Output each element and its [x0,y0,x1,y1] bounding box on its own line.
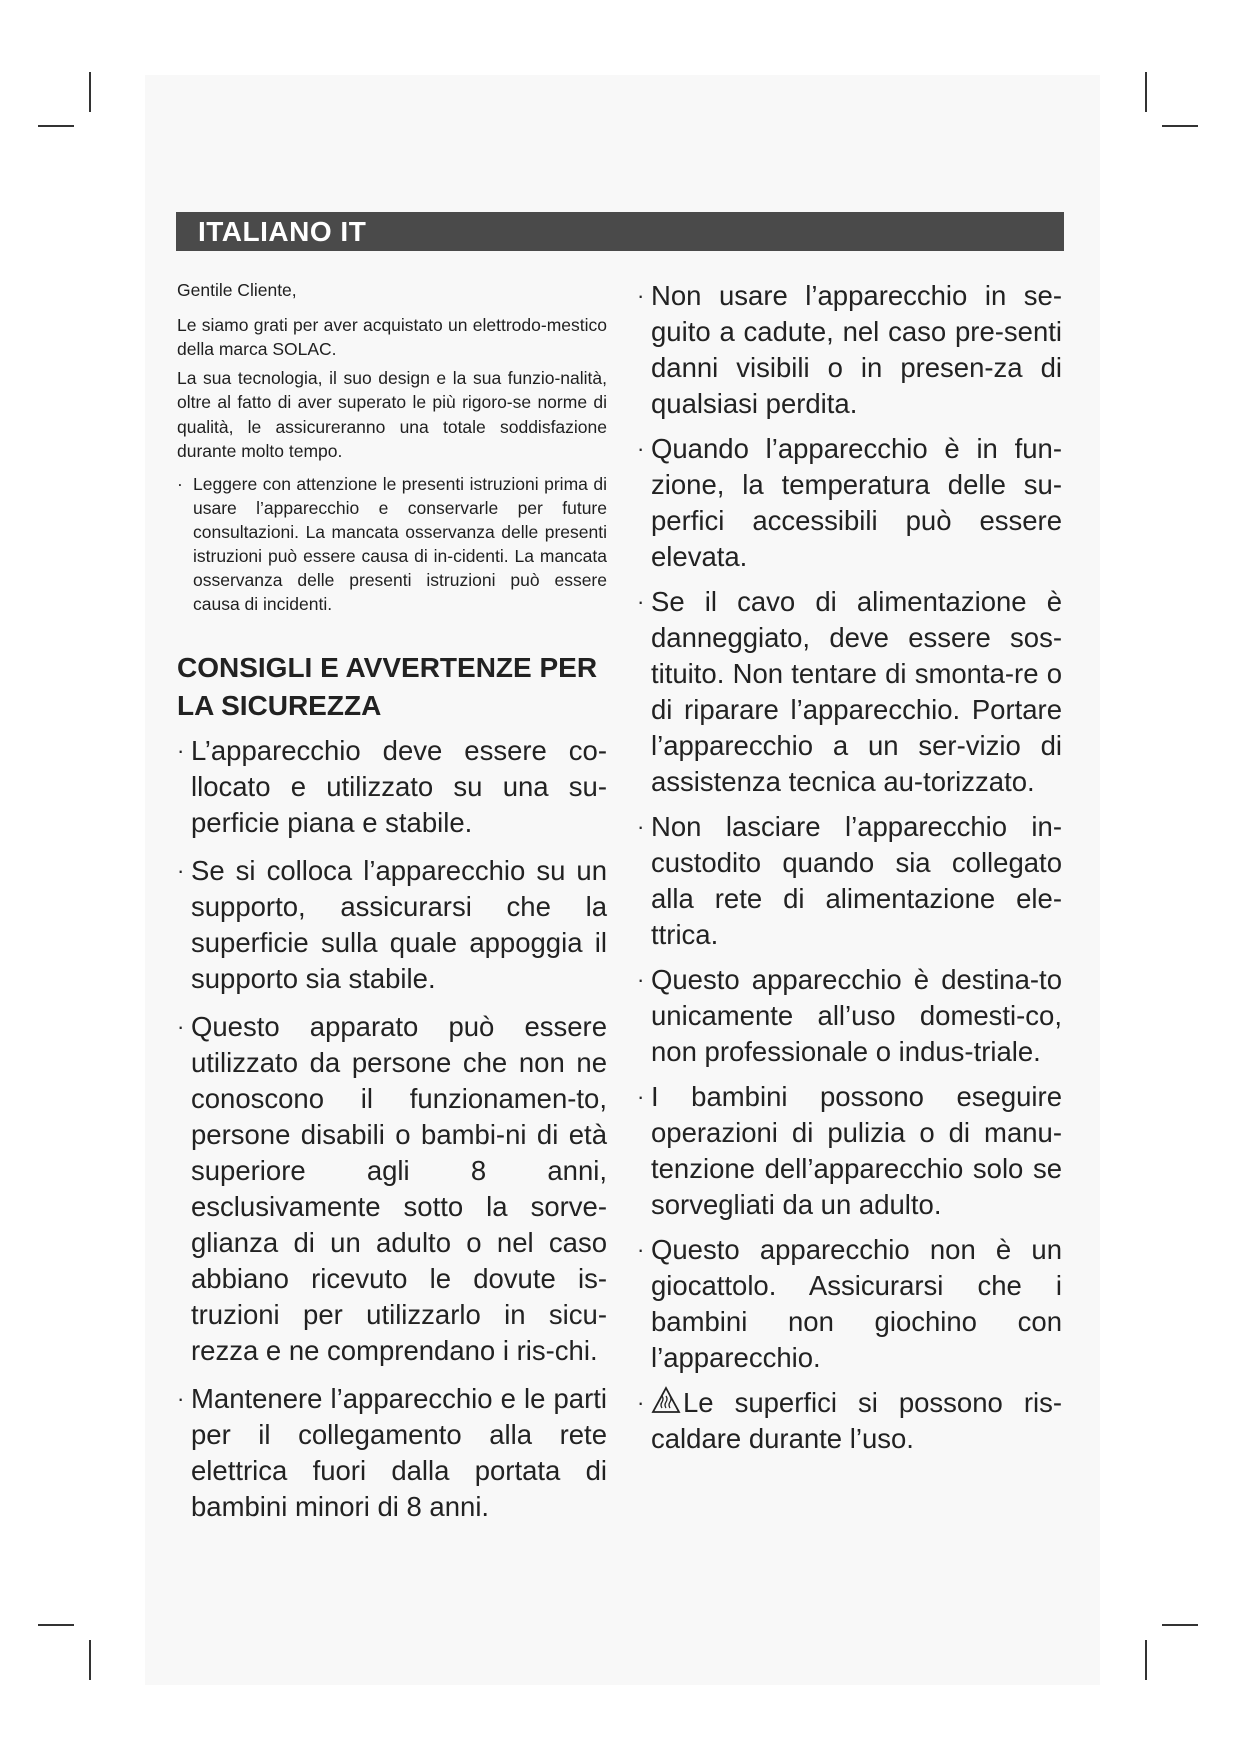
crop-mark-bottom-left-v [89,1640,91,1680]
greeting: Gentile Cliente, [177,280,297,300]
safety-item: · Se il cavo di alimentazione è danneggiato, deve essere sos-tituito. Non tentare di smonta-re o di riparare l’apparecchio. Portare l’apparecchio a un ser-vizio di assistenza tecnica au-torizzato. [637,584,1062,800]
safety-item: · Questo apparecchio non è un giocattolo. Assicurarsi che i bambini non giochino con l’apparecchio. [637,1232,1062,1376]
language-header: ITALIANO IT [176,212,1064,251]
hot-surface-text: Le superfici si possono ris-caldare durante l’uso. [651,1387,1062,1454]
crop-mark-bottom-right-v [1145,1640,1147,1680]
hot-surface-warning-icon [651,1386,681,1414]
section-title-safety: CONSIGLI E AVVERTENZE PER LA SICUREZZA [177,651,598,721]
intro-paragraph-thanks: Le siamo grati per aver acquistato un elettrodo-mestico della marca SOLAC. [177,314,607,359]
safety-item: · I bambini possono eseguire operazioni di pulizia o di manu-tenzione dell’apparecchio solo se sorvegliati da un adulto. [637,1079,1062,1223]
left-column [177,278,607,1537]
crop-mark-top-right-h [1162,125,1198,127]
crop-mark-bottom-left-h [38,1624,74,1626]
safety-item: · L’apparecchio deve essere co-llocato e utilizzato su una su-perficie piana e stabile. [177,733,607,841]
crop-mark-top-left-h [38,125,74,127]
safety-item: · Mantenere l’apparecchio e le parti per il collegamento alla rete elettrica fuori dalla portata di bambini minori di 8 anni. [177,1381,607,1525]
safety-item: · Questo apparato può essere utilizzato da persone che non ne conoscono il funzionamen-to, persone disabili o bambi-ni di età superiore agli 8 anni, esclusivamente sotto la sorve-glianza di un adulto o nel caso abbiano ricevuto le dovute is-truzioni per utilizzarlo in sicu-rezza e ne comprendano i ris-chi. [177,1009,607,1369]
crop-mark-top-left-v [89,72,91,112]
intro-bullets [177,472,607,616]
safety-item: · Questo apparecchio è destina-to unicamente all’uso domesti-co, non professionale o indus-triale. [637,962,1062,1070]
safety-item-hot-surface [637,1385,1062,1457]
safety-item: · Quando l’apparecchio è in fun-zione, la temperatura delle su-perfici accessibili può essere elevata. [637,431,1062,575]
safety-list-right [637,278,1062,1457]
crop-mark-top-right-v [1145,72,1147,112]
intro-paragraph-technology: La sua tecnologia, il suo design e la sua funzio-nalità, oltre al fatto di aver superato le più rigoro-se norme di qualità, le assicureranno una totale soddisfazione durante molto tempo. [177,367,607,461]
safety-item: · Se si colloca l’apparecchio su un supporto, assicurarsi che la superficie sulla quale appoggia il supporto sia stabile. [177,853,607,997]
safety-item: · Non usare l’apparecchio in se-guito a cadute, nel caso pre-senti danni visibili o in presen-za di qualsiasi perdita. [637,278,1062,422]
crop-mark-bottom-right-h [1162,1624,1198,1626]
safety-list-left [177,733,607,1525]
intro-section [177,278,607,616]
safety-item: · Non lasciare l’apparecchio in-custodito quando sia collegato alla rete di alimentazione ele-ttrica. [637,809,1062,953]
intro-bullet-read-instructions: · Leggere con attenzione le presenti istruzioni prima di usare l’apparecchio e conservarle per future consultazioni. La mancata osservanza delle presenti istruzioni può essere causa di in-cidenti. La mancata osservanza delle presenti istruzioni può essere causa di incidenti. [177,472,607,616]
right-column [637,278,1062,1466]
